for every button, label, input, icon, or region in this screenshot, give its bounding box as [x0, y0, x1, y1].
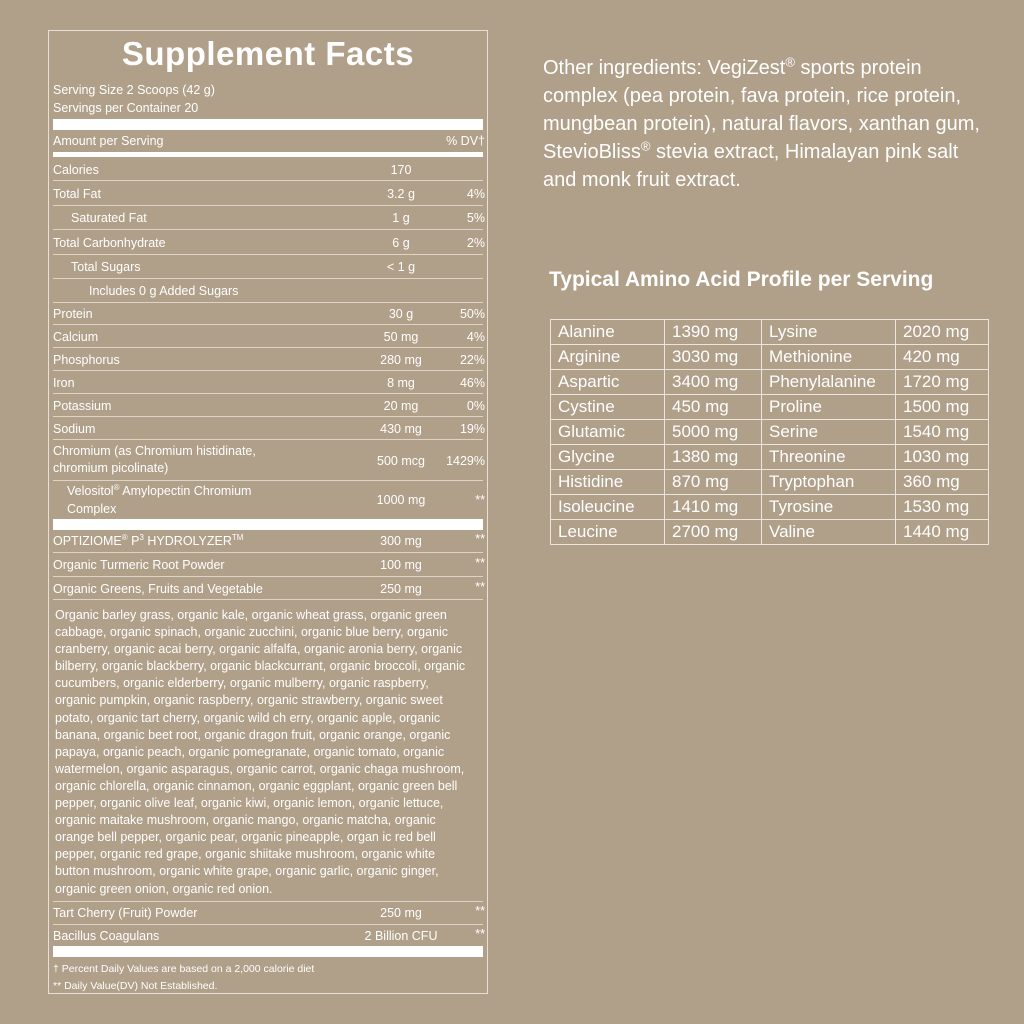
- thick-bar: [53, 519, 483, 530]
- table-row: [551, 370, 989, 395]
- nutrient-dv: 5%: [466, 211, 485, 225]
- blend-amount: 100 mg: [380, 558, 422, 572]
- supplement-facts-panel: [48, 30, 488, 994]
- amino-amount: 870 mg: [665, 470, 762, 495]
- nutrient-amount: 50 mg: [383, 330, 419, 344]
- nutrient-dv: 1429%: [446, 454, 485, 468]
- amino-amount: 2020 mg: [896, 320, 989, 345]
- extra-amount: 2 Billion CFU: [364, 929, 438, 943]
- blend-ingredients-text: Organic barley grass, organic kale, organic wheat grass, organic green cabbage, organic spinach, organic zucchini, organic blue berry, organic cranberry, organic acai berry, organic alfalfa, organic aronia berry, organic bilberry, organic blackberry, organic blackcurrant, organic broccoli, organic cucumbers, organic elderberry, organic mulberry, organic raspberry, organic pumpkin, organic raspberry, organic strawberry, organic sweet potato, organic tart cherry, organic wild ch erry, organic apple, organic banana, organic beet root, organic dragon fruit, organic orange, organic papaya, organic peach, organic pomegranate, organic tomato, organic watermelon, organic asparagus, organic carrot, organic chaga mushroom, organic chlorella, organic cinnamon, organic eggplant, organic green bell pepper, organic olive leaf, organic kiwi, organic lemon, organic lettuce, organic maitake mushroom, organic mango, organic matcha, organic orange bell pepper, organic pear, organic pineapple, organ ic red bell pepper, organic red grape, organic shiitake mushroom, organic white button mushroom, organic white grape, organic garlic, organic ginger, organic green onion, organic red onion.: [55, 608, 466, 896]
- amino-amount: 1530 mg: [896, 495, 989, 520]
- nutrient-name-line1: Chromium (as Chromium histidinate,: [53, 444, 256, 458]
- nutrient-amount: 280 mg: [380, 353, 422, 367]
- divider: [53, 439, 483, 440]
- nutrient-dv: **: [475, 493, 485, 507]
- amino-name: Arginine: [551, 345, 665, 370]
- divider: [53, 576, 483, 577]
- divider: [53, 180, 483, 181]
- nutrient-dv: 19%: [459, 422, 485, 436]
- amino-amount: 3400 mg: [665, 370, 762, 395]
- divider: [53, 924, 483, 925]
- extra-name: Tart Cherry (Fruit) Powder: [53, 906, 198, 920]
- table-row: [551, 420, 989, 445]
- extra-dv: **: [475, 927, 485, 941]
- divider: [53, 347, 483, 348]
- nutrient-name-line2: Complex: [67, 502, 117, 516]
- amino-name: Serine: [762, 420, 896, 445]
- amino-amount: 1030 mg: [896, 445, 989, 470]
- blend-name: Organic Greens, Fruits and Vegetable: [53, 582, 263, 596]
- blend-amount: 300 mg: [380, 534, 422, 548]
- amino-amount: 1440 mg: [896, 520, 989, 545]
- nutrient-amount: 1 g: [392, 211, 410, 225]
- amino-amount: 420 mg: [896, 345, 989, 370]
- nutrient-name: Phosphorus: [53, 353, 120, 367]
- nutrient-dv: 2%: [466, 236, 485, 250]
- amino-name: Methionine: [762, 345, 896, 370]
- nutrient-amount: 170: [390, 163, 412, 177]
- amino-name: Glycine: [551, 445, 665, 470]
- blend-dv: **: [475, 580, 485, 594]
- amino-acid-heading: Typical Amino Acid Profile per Serving: [549, 268, 934, 291]
- nutrient-amount: 3.2 g: [387, 187, 415, 201]
- divider: [53, 254, 483, 255]
- amino-name: Tyrosine: [762, 495, 896, 520]
- table-row: [551, 445, 989, 470]
- amino-name: Proline: [762, 395, 896, 420]
- nutrient-name-line2: chromium picolinate): [53, 461, 169, 475]
- blend-name: Organic Turmeric Root Powder: [53, 558, 225, 572]
- thick-bar: [53, 119, 483, 130]
- extra-name: Bacillus Coagulans: [53, 929, 160, 943]
- table-row: [551, 520, 989, 545]
- divider: [53, 324, 483, 325]
- nutrient-amount: < 1 g: [386, 260, 416, 274]
- amino-amount: 1380 mg: [665, 445, 762, 470]
- table-row: [551, 395, 989, 420]
- blend-dv: **: [475, 532, 485, 546]
- nutrient-amount: 20 mg: [383, 399, 419, 413]
- nutrient-name: Total Fat: [53, 187, 101, 201]
- nutrient-name-line1: Velositol® Amylopectin Chromium: [67, 482, 252, 498]
- amino-amount: 1390 mg: [665, 320, 762, 345]
- nutrient-amount: 8 mg: [387, 376, 415, 390]
- amino-amount: 1500 mg: [896, 395, 989, 420]
- divider: [53, 205, 483, 206]
- blend-amount: 250 mg: [380, 582, 422, 596]
- nutrient-amount: 30 g: [388, 307, 414, 321]
- divider: [53, 278, 483, 279]
- nutrient-dv: 50%: [459, 307, 485, 321]
- table-row: [551, 495, 989, 520]
- amino-name: Histidine: [551, 470, 665, 495]
- table-row: [551, 345, 989, 370]
- footnote-not-established: ** Daily Value(DV) Not Established.: [53, 980, 218, 992]
- table-row: [551, 320, 989, 345]
- serving-size: Serving Size 2 Scoops (42 g): [53, 83, 215, 97]
- amino-name: Lysine: [762, 320, 896, 345]
- nutrient-name: Protein: [53, 307, 93, 321]
- nutrient-amount: 1000 mg: [376, 493, 426, 507]
- nutrient-dv: 0%: [466, 399, 485, 413]
- nutrient-name: Calories: [53, 163, 99, 177]
- nutrient-name: Calcium: [53, 330, 99, 344]
- thick-bar: [53, 946, 483, 957]
- amino-amount: 1540 mg: [896, 420, 989, 445]
- nutrient-name: Total Sugars: [71, 260, 141, 274]
- extra-dv: **: [475, 904, 485, 918]
- amino-name: Threonine: [762, 445, 896, 470]
- divider: [53, 370, 483, 371]
- amino-name: Glutamic: [551, 420, 665, 445]
- amino-name: Valine: [762, 520, 896, 545]
- divider: [53, 480, 483, 481]
- divider: [53, 416, 483, 417]
- blend-name: OPTIZIOME® $P^3$ HYDROLYZER™: [53, 532, 244, 548]
- amino-name: Aspartic: [551, 370, 665, 395]
- nutrient-name: Iron: [53, 376, 75, 390]
- amino-amount: 450 mg: [665, 395, 762, 420]
- nutrient-name: Sodium: [53, 422, 96, 436]
- divider: [53, 599, 483, 600]
- amino-name: Phenylalanine: [762, 370, 896, 395]
- nutrient-dv: 4%: [466, 330, 485, 344]
- dv-header: % DV†: [446, 134, 485, 148]
- amino-amount: 2700 mg: [665, 520, 762, 545]
- table-row: [551, 470, 989, 495]
- facts-title: Supplement Facts: [121, 35, 415, 72]
- amino-amount: 1410 mg: [665, 495, 762, 520]
- amount-header: Amount per Serving: [53, 134, 164, 148]
- amino-name: Leucine: [551, 520, 665, 545]
- nutrient-amount: 500 mcg: [377, 454, 425, 468]
- amino-name: Alanine: [551, 320, 665, 345]
- nutrient-dv: 4%: [466, 187, 485, 201]
- nutrient-amount: 430 mg: [380, 422, 422, 436]
- extra-amount: 250 mg: [380, 906, 422, 920]
- divider: [53, 901, 483, 902]
- nutrient-name: Potassium: [53, 399, 112, 413]
- amino-amount: 3030 mg: [665, 345, 762, 370]
- amino-name: Tryptophan: [762, 470, 896, 495]
- other-ingredients: Other ingredients: VegiZest® sports protein complex (pea protein, fava protein, rice protein, mungbean protein), natural flavors, xanthan gum, StevioBliss® stevia extract, Himalayan pink salt and monk fruit extract.: [543, 54, 980, 191]
- amino-name: Cystine: [551, 395, 665, 420]
- nutrient-name: Includes 0 g Added Sugars: [89, 284, 239, 298]
- medium-bar: [53, 152, 483, 157]
- nutrient-name: Total Carbonhydrate: [53, 236, 166, 250]
- nutrient-name: Saturated Fat: [71, 211, 147, 225]
- blend-dv: **: [475, 556, 485, 570]
- servings-per-container: Servings per Container 20: [53, 101, 199, 115]
- nutrient-dv: 46%: [459, 376, 485, 390]
- footnote-dv: † Percent Daily Values are based on a 2,000 calorie diet: [53, 963, 315, 975]
- divider: [53, 229, 483, 230]
- nutrient-dv: 22%: [459, 353, 485, 367]
- divider: [53, 393, 483, 394]
- amino-acid-table: [550, 319, 989, 545]
- amino-amount: 1720 mg: [896, 370, 989, 395]
- nutrient-amount: 6 g: [392, 236, 410, 250]
- amino-amount: 5000 mg: [665, 420, 762, 445]
- divider: [53, 302, 483, 303]
- amino-name: Isoleucine: [551, 495, 665, 520]
- amino-amount: 360 mg: [896, 470, 989, 495]
- divider: [53, 552, 483, 553]
